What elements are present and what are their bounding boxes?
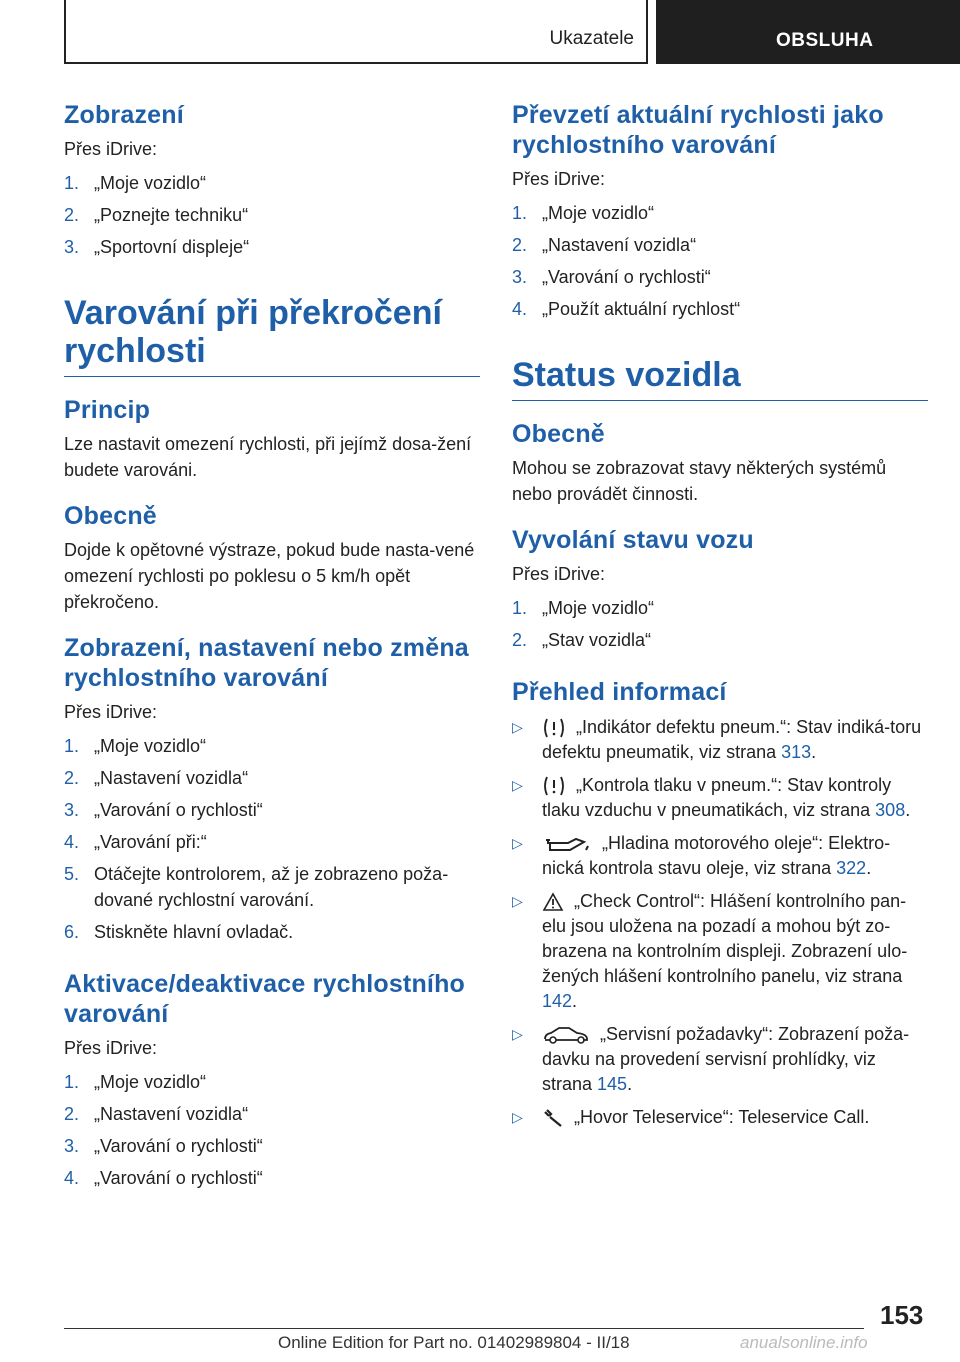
info-overview-list bbox=[512, 715, 928, 1130]
list-item: ▷ „Hovor Teleservice“: Teleservice Call. bbox=[512, 1107, 870, 1127]
paragraph-princip: Lze nastavit omezení rychlosti, při jejímž dosa-žení budete varováni. bbox=[64, 434, 472, 480]
footer-edition: Online Edition for Part no. 01402989804 - II/18 bbox=[278, 1333, 630, 1352]
oil-can-icon bbox=[542, 834, 592, 854]
list-item: ▷ „Hladina motorového oleje“: Elektro-nická kontrola stavu oleje, viz strana 322. bbox=[512, 833, 891, 878]
intro-text: Přes iDrive: bbox=[64, 139, 158, 159]
list-item: ▷ „Indikátor defektu pneum.“: Stav indiká-toru defektu pneumatik, viz strana 313. bbox=[512, 717, 922, 762]
header-section-tab bbox=[64, 0, 648, 64]
intro-text: Přes iDrive: bbox=[64, 1038, 158, 1058]
list-item: 3. „Sportovní displeje“ bbox=[64, 237, 250, 257]
heading-vyvolani: Vyvolání stavu vozu bbox=[512, 526, 754, 554]
list-item: 1. „Moje vozidlo“ bbox=[64, 736, 207, 756]
header-chapter-tab bbox=[656, 0, 960, 64]
list-item: 2. „Nastavení vozidla“ bbox=[64, 768, 249, 788]
warning-triangle-icon bbox=[542, 892, 564, 912]
heading-prevzeti: Převzetí aktuální rychlosti jako rychlostního varování bbox=[512, 101, 884, 159]
page-link[interactable]: 313 bbox=[781, 742, 812, 762]
left-column bbox=[64, 100, 480, 1197]
paragraph-obecne: Dojde k opětovné výstraze, pokud bude nasta-vené omezení rychlosti po poklesu o 5 km/h opět překročeno. bbox=[64, 540, 475, 612]
page-link[interactable]: 145 bbox=[597, 1074, 628, 1094]
list-item: 2. „Poznejte techniku“ bbox=[64, 205, 249, 225]
service-car-icon bbox=[542, 1025, 590, 1045]
paragraph-obecne: Mohou se zobrazovat stavy některých systémů nebo provádět činnosti. bbox=[512, 458, 887, 504]
steps-list-nastaveni bbox=[64, 733, 480, 945]
intro-text: Přes iDrive: bbox=[64, 702, 158, 722]
steps-list-zobrazeni bbox=[64, 170, 480, 260]
list-item: 1. „Moje vozidlo“ bbox=[512, 203, 655, 223]
page-link[interactable]: 308 bbox=[875, 800, 906, 820]
list-item: ▷ „Check Control“: Hlášení kontrolního pan-elu jsou uložena na pozadí a mohou být zo-brazena na kontrolním displeji. Zobrazení ulo-žených hlášení kontrolního panelu, viz strana 142. bbox=[512, 891, 908, 1011]
intro-text: Přes iDrive: bbox=[512, 169, 606, 189]
intro-text: Přes iDrive: bbox=[512, 564, 606, 584]
list-item: 1. „Moje vozidlo“ bbox=[512, 598, 655, 618]
list-item: 3. „Varování o rychlosti“ bbox=[512, 267, 711, 287]
steps-list-vyvolani bbox=[512, 595, 928, 653]
chapter-heading-status: Status vozidla bbox=[512, 356, 928, 401]
list-item: 4. „Varování o rychlosti“ bbox=[64, 1168, 263, 1188]
heading-princip: Princip bbox=[64, 396, 151, 424]
chapter-heading-varovani: Varování při překročení rychlosti bbox=[64, 294, 480, 377]
heading-zobrazeni: Zobrazení bbox=[64, 101, 184, 129]
list-item: 4. „Použít aktuální rychlost“ bbox=[512, 299, 741, 319]
list-item: 1. „Moje vozidlo“ bbox=[64, 1072, 207, 1092]
right-column bbox=[512, 100, 928, 1138]
page-link[interactable]: 142 bbox=[542, 991, 573, 1011]
footer-divider bbox=[64, 1328, 864, 1329]
list-item: ▷ „Servisní požadavky“: Zobrazení poža-davku na provedení servisní prohlídky, viz strana 145. bbox=[512, 1024, 910, 1094]
list-item: 3. „Varování o rychlosti“ bbox=[64, 800, 263, 820]
tire-pressure-icon bbox=[542, 775, 566, 797]
page-number: 153 bbox=[880, 1300, 924, 1330]
steps-list-aktivace bbox=[64, 1069, 480, 1191]
list-item: 5. Otáčejte kontrolorem, až je zobrazeno poža-dované rychlostní varování. bbox=[64, 864, 449, 910]
heading-obecne: Obecně bbox=[512, 420, 605, 448]
list-item: 4. „Varování při:“ bbox=[64, 832, 207, 852]
list-item: 2. „Stav vozidla“ bbox=[512, 630, 652, 650]
heading-zobrazeni-nastaveni: Zobrazení, nastavení nebo změna rychlostního varování bbox=[64, 634, 469, 692]
tire-warning-icon bbox=[542, 717, 566, 739]
list-item: 1. „Moje vozidlo“ bbox=[64, 173, 207, 193]
page-link[interactable]: 322 bbox=[836, 858, 867, 878]
watermark-text: anualsonline.info bbox=[740, 1333, 868, 1352]
header-section-label: Ukazatele bbox=[549, 28, 634, 49]
header-chapter-label: OBSLUHA bbox=[776, 30, 874, 51]
list-item: 2. „Nastavení vozidla“ bbox=[512, 235, 697, 255]
heading-obecne: Obecně bbox=[64, 502, 157, 530]
heading-prehled: Přehled informací bbox=[512, 678, 727, 706]
list-item: 2. „Nastavení vozidla“ bbox=[64, 1104, 249, 1124]
list-item: 3. „Varování o rychlosti“ bbox=[64, 1136, 263, 1156]
wrench-icon bbox=[542, 1108, 564, 1128]
heading-aktivace: Aktivace/deaktivace rychlostního varování bbox=[64, 970, 466, 1028]
list-item: ▷ „Kontrola tlaku v pneum.“: Stav kontroly tlaku vzduchu v pneumatikách, viz strana 308. bbox=[512, 775, 911, 820]
list-item: 6. Stiskněte hlavní ovladač. bbox=[64, 922, 294, 942]
steps-list-prevzeti bbox=[512, 200, 928, 322]
